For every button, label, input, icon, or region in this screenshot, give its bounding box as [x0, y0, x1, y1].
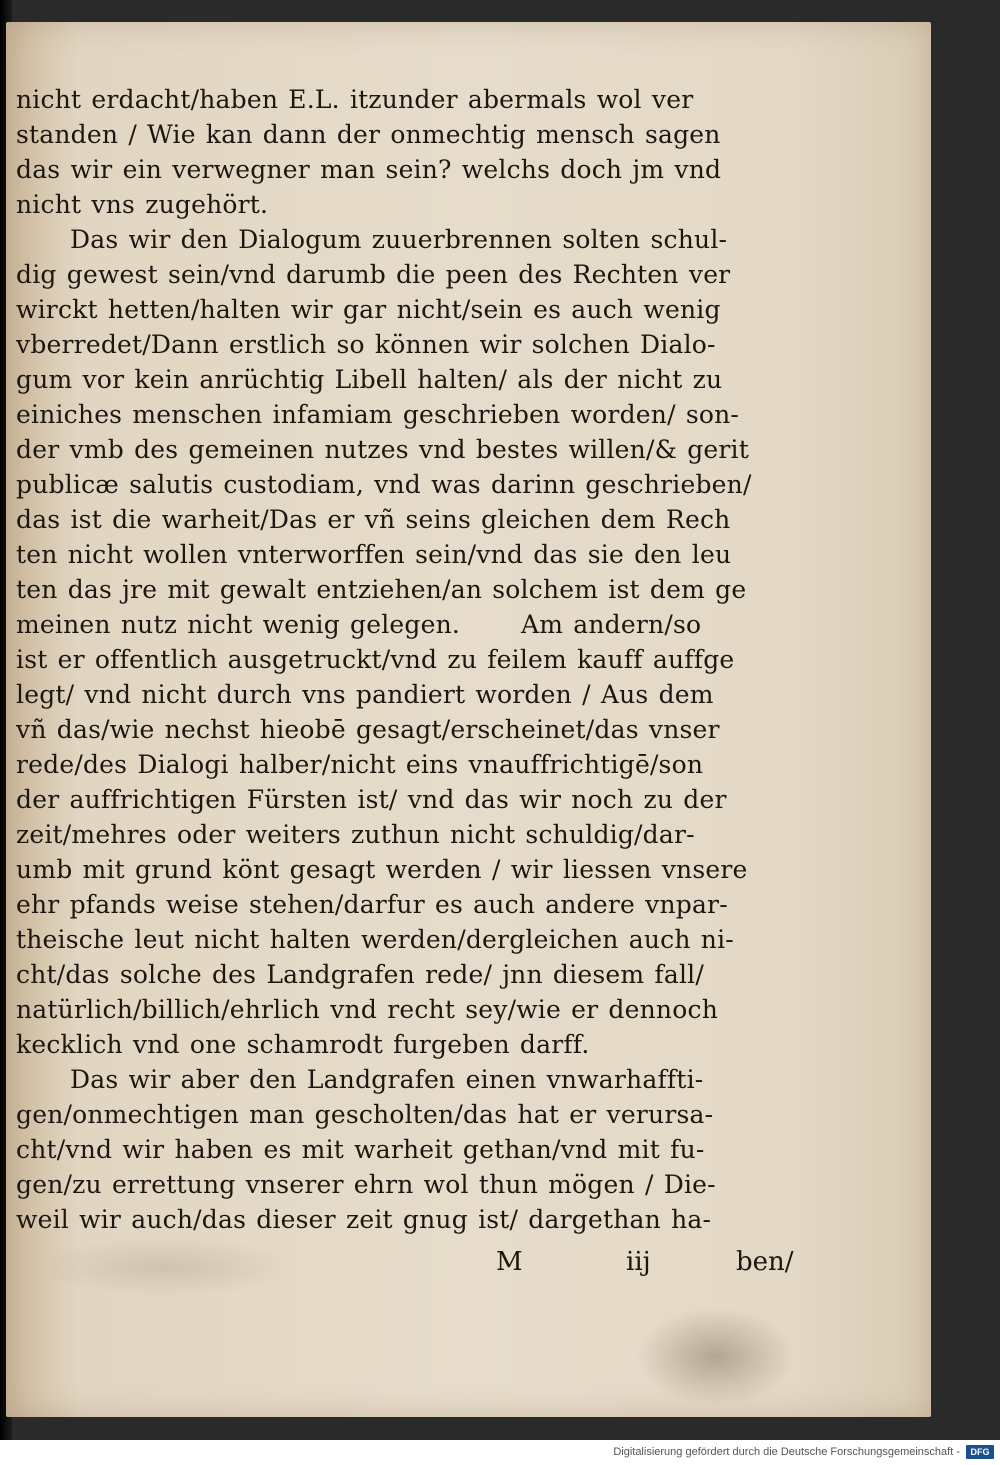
text-line: ist er offentlich ausgetruckt/vnd zu feilem kauff auffge [16, 645, 735, 674]
catchword: ben/ [736, 1247, 794, 1277]
page-stain [36, 1237, 296, 1297]
text-line: meinen nutz nicht wenig gelegen. Am andern/so [16, 610, 702, 639]
text-line: das wir ein verwegner man sein? welchs doch jm vnd [16, 155, 722, 184]
dfg-logo: DFG [966, 1445, 994, 1459]
text-line: natürlich/billich/ehrlich vnd recht sey/wie er dennoch [16, 995, 718, 1024]
signature-line [496, 1247, 836, 1287]
text-line: ten nicht wollen vnterworffen sein/vnd das sie den leu [16, 540, 732, 569]
text-line: nicht vns zugehört. [16, 190, 269, 219]
text-line: kecklich vnd one schamrodt furgeben darff. [16, 1030, 590, 1059]
text-line: cht/das solche des Landgrafen rede/ jnn diesem fall/ [16, 960, 704, 989]
text-line: gen/onmechtigen man gescholten/das hat er verursa- [16, 1100, 714, 1129]
text-line: umb mit grund könt gesagt werden / wir liessen vnsere [16, 855, 748, 884]
page-text [16, 82, 836, 1237]
book-page [6, 22, 931, 1417]
signature-numeral: iij [626, 1247, 651, 1277]
text-line: gen/zu errettung vnserer ehrn wol thun mögen / Die- [16, 1170, 716, 1199]
text-line: ehr pfands weise stehen/darfur es auch andere vnpar- [16, 890, 728, 919]
text-line: publicæ salutis custodiam, vnd was darinn geschrieben/ [16, 470, 752, 499]
text-line: ten das jre mit gewalt entziehen/an solchem ist dem ge [16, 575, 747, 604]
page-stain [636, 1307, 796, 1407]
text-line: gum vor kein anrüchtig Libell halten/ als der nicht zu [16, 365, 723, 394]
text-line: nicht erdacht/haben E.L. itzunder abermals wol ver [16, 85, 694, 114]
text-line: theische leut nicht halten werden/dergleichen auch ni- [16, 925, 734, 954]
text-line: legt/ vnd nicht durch vns pandiert worden / Aus dem [16, 680, 714, 709]
text-line: Das wir aber den Landgrafen einen vnwarhaffti- [70, 1065, 704, 1094]
footer-credit: Digitalisierung gefördert durch die Deutsche Forschungsgemeinschaft - [613, 1446, 960, 1458]
text-line: weil wir auch/das dieser zeit gnug ist/ dargethan ha- [16, 1205, 712, 1234]
text-line: zeit/mehres oder weiters zuthun nicht schuldig/dar- [16, 820, 695, 849]
text-line: vberredet/Dann erstlich so können wir solchen Dialo- [16, 330, 716, 359]
text-line: dig gewest sein/vnd darumb die peen des Rechten ver [16, 260, 731, 289]
text-line: vñ das/wie nechst hieobē gesagt/erscheinet/das vnser [16, 715, 720, 744]
text-line: standen / Wie kan dann der onmechtig mensch sagen [16, 120, 721, 149]
text-line: der vmb des gemeinen nutzes vnd bestes willen/& gerit [16, 435, 749, 464]
signature-mark: M [496, 1247, 523, 1277]
text-line: cht/vnd wir haben es mit warheit gethan/vnd mit fu- [16, 1135, 705, 1164]
digitization-footer [0, 1440, 1000, 1465]
text-line: Das wir den Dialogum zuuerbrennen solten schul- [70, 225, 728, 254]
text-line: das ist die warheit/Das er vñ seins gleichen dem Rech [16, 505, 731, 534]
text-line: wirckt hetten/halten wir gar nicht/sein es auch wenig [16, 295, 721, 324]
text-line: rede/des Dialogi halber/nicht eins vnauffrichtigē/son [16, 750, 704, 779]
text-line: einiches menschen infamiam geschrieben worden/ son- [16, 400, 740, 429]
text-line: der auffrichtigen Fürsten ist/ vnd das wir noch zu der [16, 785, 727, 814]
